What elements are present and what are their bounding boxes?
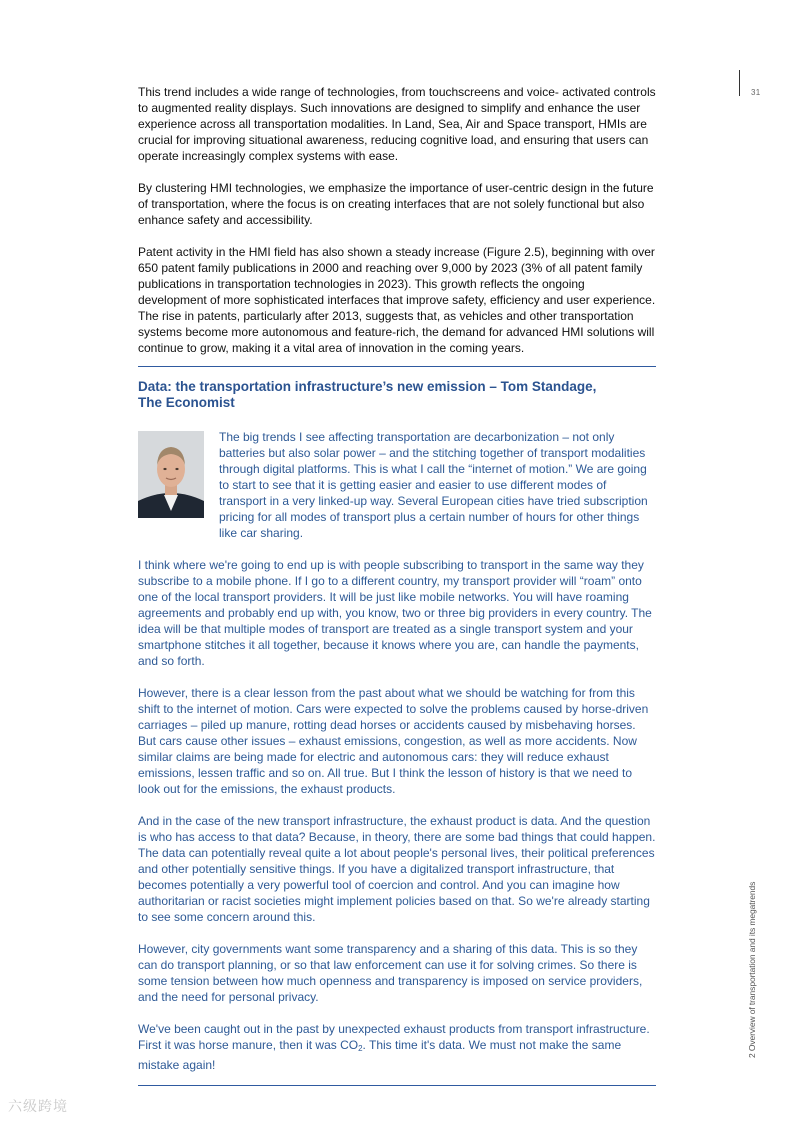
interview-intro bbox=[138, 429, 656, 541]
final-text-start: We've been caught out in the past by unexpected exhaust products from transport infrastructure. First it was horse manure, then it was CO bbox=[138, 1022, 650, 1052]
page-number: 31 bbox=[751, 88, 761, 97]
body-paragraph-1: This trend includes a wide range of technologies, from touchscreens and voice- activated controls to augmented reality displays. Such innovations are designed to simplify and enhance the user experience across all transportation modalities. In Land, Sea, Air and Space transport, HMIs are crucial for improving situational awareness, reducing cognitive load, and ensuring that users can operate increasingly complex systems with ease. bbox=[138, 85, 656, 163]
co2-subscript: 2 bbox=[358, 1044, 363, 1053]
final-text-end: . This time it's data. We must not make the same mistake again! bbox=[138, 1038, 622, 1072]
box-title-line-2: The Economist bbox=[138, 395, 235, 410]
page-content bbox=[138, 84, 656, 1086]
page-number-rule bbox=[739, 70, 740, 96]
interview-paragraph-3: And in the case of the new transport infrastructure, the exhaust product is data. And the question is who has access to that data? Because, in theory, there are some bad things that could happen. The data can potentially reveal quite a lot about people's personal lives, their political preferences and other potentially sensitive things. If you have a digitalized transport infrastructure, that becomes potentially a very powerful tool of coercion and control. And you can imagine how authoritarian or racist societies might implement policies based on that. So we're already starting to see some concern around this. bbox=[138, 814, 656, 924]
interview-paragraph-4: However, city governments want some transparency and a sharing of this data. This is so they can do transport planning, or so that law enforcement can use it for solving crimes. So there is some tension between how much openness and transparency is imposed on service providers, and the need for personal privacy. bbox=[138, 942, 643, 1004]
interview-intro-text: The big trends I see affecting transportation are decarbonization – not only batteries but also solar power – and the stitching together of transport modalities through digital platforms. This is what I call the “internet of motion.” We are going to start to see that it is getting easier and easier to use different modes of transport in a very linked-up way. Several European cities have tried subscription pricing for all modes of transport plus a certain number of hours for other things like car sharing. bbox=[219, 430, 648, 540]
box-top-rule bbox=[138, 366, 656, 367]
section-side-label: 2 Overview of transportation and its megatrends bbox=[747, 881, 757, 1058]
box-title bbox=[138, 379, 656, 411]
body-paragraph-3: Patent activity in the HMI field has also shown a steady increase (Figure 2.5), beginning with over 650 patent family publications in 2000 and reaching over 9,000 by 2023 (3% of all patent family publications in transportation technologies in 2023). This growth reflects the ongoing development of more sophisticated interfaces that improve safety, efficiency and user experience. The rise in patents, particularly after 2013, suggests that, as vehicles and other transportation systems become more autonomous and feature-rich, the demand for advanced HMI solutions will continue to grow, making it a vital area of innovation in the coming years. bbox=[138, 245, 656, 355]
interview-paragraph-1: I think where we're going to end up is with people subscribing to transport in the same way they subscribe to a mobile phone. If I go to a different country, my transport provider will “roam” onto one of the local transport providers. It will be just like mobile networks. You will have roaming agreements and probably end up with, you know, two or three big providers in every country. The idea will be that multiple modes of transport are treated as a single transport system and your smartphone stitches it all together, because it knows where you are, can handle the payments, and so forth. bbox=[138, 558, 652, 668]
portrait-photo bbox=[138, 431, 204, 518]
box-bottom-rule bbox=[138, 1085, 656, 1086]
interview-paragraph-5 bbox=[138, 1021, 656, 1073]
interview-paragraph-2: However, there is a clear lesson from the past about what we should be watching for from this shift to the internet of motion. Cars were expected to solve the problems caused by horse-driven carriages – piled up manure, rotting dead horses or accidents caused by misbehaving horses. But cars cause other issues – exhaust emissions, congestion, as well as more accidents. Now similar claims are being made for electric and autonomous cars: they will reduce exhaust emissions, lessen traffic and so on. All true. But I think the lesson of history is that we need to look out for the emissions, the exhaust products. bbox=[138, 686, 649, 796]
watermark: 六级跨境 bbox=[8, 1098, 68, 1114]
body-paragraph-2: By clustering HMI technologies, we emphasize the importance of user-centric design in the future of transportation, where the focus is on creating interfaces that are not solely functional but also enhance safety and accessibility. bbox=[138, 181, 654, 227]
box-title-line-1: Data: the transportation infrastructure’s new emission – Tom Standage, bbox=[138, 379, 597, 394]
